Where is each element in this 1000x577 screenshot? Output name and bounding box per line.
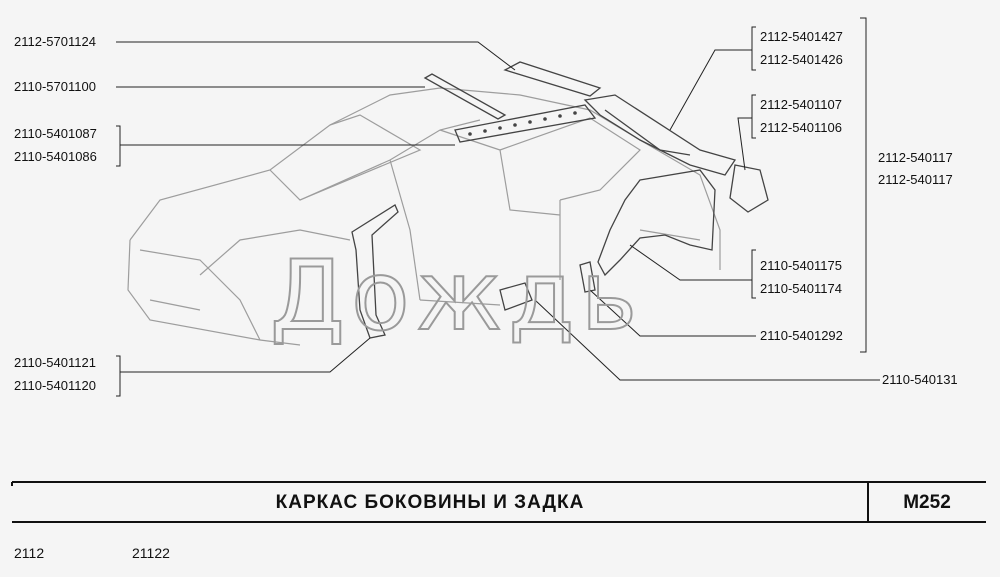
label-2110-5401292: 2110-5401292 — [760, 328, 843, 343]
label-2110-5701100: 2110-5701100 — [14, 79, 96, 94]
page-code: M252 — [903, 492, 951, 513]
label-2112-540117-a: 2112-540117 — [878, 150, 953, 165]
rear-pillar-part — [585, 95, 735, 175]
roof-crossmember-part — [505, 62, 600, 96]
bracket-part — [730, 165, 768, 212]
label-2110-540131: 2110-540131 — [882, 372, 958, 387]
label-2110-5401087: 2110-5401087 — [14, 126, 97, 141]
label-2110-5401174: 2110-5401174 — [760, 281, 842, 296]
roof-rail-part — [425, 74, 505, 119]
label-2110-5401086: 2110-5401086 — [14, 149, 97, 164]
label-2112-5401427: 2112-5401427 — [760, 29, 843, 44]
label-2112-540117-b: 2112-540117 — [878, 172, 953, 187]
footer-model-21122: 21122 — [132, 545, 170, 561]
page-title: КАРКАС БОКОВИНЫ И ЗАДКА — [275, 492, 585, 513]
footer-model-2112: 2112 — [14, 545, 45, 561]
label-2112-5401106: 2112-5401106 — [760, 120, 842, 135]
label-2110-5401175: 2110-5401175 — [760, 258, 842, 273]
label-2110-5401120: 2110-5401120 — [14, 378, 96, 393]
label-2112-5701124: 2112-5701124 — [14, 34, 96, 49]
label-2112-5401107: 2112-5401107 — [760, 97, 842, 112]
watermark: Дождь — [270, 240, 644, 352]
label-2112-5401426: 2112-5401426 — [760, 52, 843, 67]
label-2110-5401121: 2110-5401121 — [14, 355, 96, 370]
